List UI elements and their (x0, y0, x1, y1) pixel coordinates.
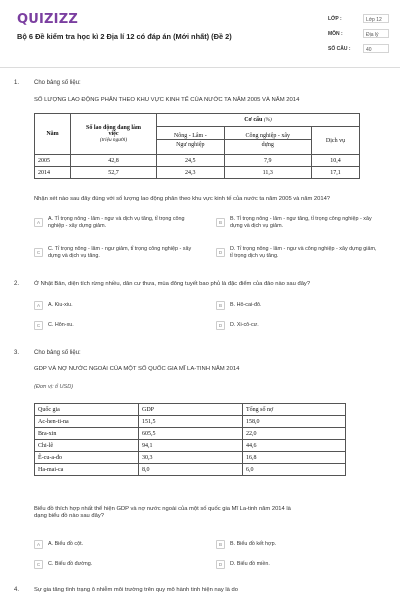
option-letter-badge: C (34, 560, 43, 569)
table-row (35, 155, 360, 167)
gdp-debt-cell-country: Bra-xin (35, 428, 139, 440)
labor-cell-agriculture: 24,3 (157, 167, 225, 179)
meta-count-row (328, 44, 388, 54)
option-text: A. Kiu-xiu. (48, 302, 73, 308)
option-text: D. Biểu đồ miền. (230, 561, 270, 567)
meta-class-label: LỚP : (328, 16, 342, 22)
option-letter-badge: A (34, 218, 43, 227)
labor-cell-total: 52,7 (71, 167, 157, 179)
labor-table-header-industry (224, 127, 311, 155)
question-3-text: Biểu đồ thích hợp nhất thể hiện GDP và nợ nước ngoài của một số quốc gia Mĩ La-tinh năm 2014 là dạng biểu đồ nào sau đây? (34, 506, 291, 520)
gdp-debt-cell-gdp: 605,5 (139, 428, 243, 440)
worksheet-title: Bộ 6 Đề kiểm tra học kì 2 Địa lí 12 có đáp án (Mới nhất) (Đề 2) (17, 32, 232, 41)
question-2-option-c[interactable] (34, 319, 204, 335)
option-text: C. Hôn-xu. (48, 322, 74, 328)
option-letter-badge: D (216, 560, 225, 569)
question-4-text: Sự gia tăng tình trạng ô nhiễm môi trường trên quy mô hành tinh hiện nay là do (34, 587, 238, 593)
gdp-debt-header-country: Quốc gia (35, 404, 139, 416)
labor-cell-total: 42,8 (71, 155, 157, 167)
meta-subject-row (328, 29, 388, 39)
question-1-option-d[interactable] (216, 246, 386, 262)
option-text: C. Tỉ trọng nông - lâm - ngư giảm, tỉ trọng công nghiệp - xây dựng và dịch vụ tăng. (48, 246, 192, 260)
labor-table-header-year: Năm (35, 114, 71, 155)
gdp-debt-cell-country: Ê-cu-a-đo (35, 452, 139, 464)
table-row (35, 464, 346, 476)
option-letter-badge: C (34, 321, 43, 330)
labor-cell-year: 2005 (35, 155, 71, 167)
labor-table-header-structure-label: Cơ cấu (244, 117, 263, 123)
labor-table-header-industry-line1: Công nghiệp - xây (245, 133, 291, 139)
worksheet-header (0, 0, 400, 70)
labor-table-header-agriculture (157, 127, 225, 155)
question-2-option-d[interactable] (216, 319, 386, 335)
option-letter-badge: B (216, 540, 225, 549)
labor-table-header-total-unit: (triệu người) (99, 137, 128, 143)
meta-class-value: Lớp 12 (363, 14, 389, 23)
labor-cell-services: 17,1 (312, 167, 360, 179)
labor-table-header-services: Dịch vụ (312, 127, 360, 155)
labor-table-header-total (71, 114, 157, 155)
option-text: A. Biểu đồ cột. (48, 541, 84, 547)
labor-table (34, 113, 360, 179)
question-3-option-d[interactable] (216, 558, 386, 574)
meta-count-label: SỐ CÂU : (328, 46, 351, 52)
meta-count-value: 40 (363, 44, 389, 53)
gdp-debt-cell-country: Chi-lê (35, 440, 139, 452)
question-3-number: 3. (14, 350, 20, 356)
question-1-option-c[interactable] (34, 246, 204, 262)
gdp-debt-header-gdp: GDP (139, 404, 243, 416)
meta-class-row (328, 14, 388, 24)
gdp-debt-cell-country: Ha-mai-ca (35, 464, 139, 476)
option-text: C. Biểu đồ đường. (48, 561, 93, 567)
question-1-table-title: SỐ LƯỢNG LAO ĐỘNG PHÂN THEO KHU VỰC KINH TẾ CỦA NƯỚC TA NĂM 2005 VÀ NĂM 2014 (34, 97, 300, 103)
option-letter-badge: A (34, 301, 43, 310)
gdp-debt-cell-country: Ac-hen-ti-na (35, 416, 139, 428)
labor-cell-services: 10,4 (312, 155, 360, 167)
question-3-option-c[interactable] (34, 558, 204, 574)
option-letter-badge: D (216, 321, 225, 330)
labor-cell-industry: 11,3 (224, 167, 311, 179)
gdp-debt-cell-debt: 22,0 (243, 428, 346, 440)
option-text: D. Tỉ trọng nông - lâm - ngư và công nghiệp - xây dựng giảm, tỉ trọng dịch vụ tăng. (230, 246, 377, 260)
question-2-option-a[interactable] (34, 299, 204, 315)
labor-table-header-total-line2: việc (108, 131, 119, 137)
option-text: D. Xi-cô-cư. (230, 322, 259, 328)
gdp-debt-table-header (35, 404, 346, 416)
option-letter-badge: B (216, 218, 225, 227)
question-3-table-title: GDP VÀ NỢ NƯỚC NGOÀI CỦA MỘT SỐ QUỐC GIA MĨ LA-TINH NĂM 2014 (34, 366, 240, 372)
gdp-debt-cell-debt: 16,8 (243, 452, 346, 464)
gdp-debt-cell-debt: 6,0 (243, 464, 346, 476)
question-2-text: Ở Nhật Bản, diện tích rừng nhiều, dân cư thưa, mùa đông tuyết bao phủ là đặc điểm của đảo nào sau đây? (34, 281, 311, 287)
labor-table-header-structure-unit: (%) (263, 117, 272, 123)
gdp-debt-cell-gdp: 30,3 (139, 452, 243, 464)
question-3-option-a[interactable] (34, 538, 204, 554)
labor-cell-agriculture: 24,5 (157, 155, 225, 167)
gdp-debt-cell-gdp: 8,0 (139, 464, 243, 476)
question-1-option-b[interactable] (216, 216, 386, 232)
gdp-debt-cell-debt: 158,0 (243, 416, 346, 428)
option-text: B. Biểu đồ kết hợp. (230, 541, 277, 547)
header-divider (0, 67, 400, 68)
option-text: B. Hô-cai-đô. (230, 302, 262, 308)
option-letter-badge: D (216, 248, 225, 257)
question-4-number: 4. (14, 587, 20, 593)
labor-table-header-industry-line2: dựng (225, 139, 311, 148)
table-row (35, 440, 346, 452)
table-row (35, 428, 346, 440)
gdp-debt-cell-debt: 44,6 (243, 440, 346, 452)
labor-cell-year: 2014 (35, 167, 71, 179)
labor-cell-industry: 7,9 (224, 155, 311, 167)
gdp-debt-cell-gdp: 151,5 (139, 416, 243, 428)
question-3-intro: Cho bảng số liệu: (34, 350, 81, 356)
question-1-number: 1. (14, 80, 20, 86)
option-letter-badge: B (216, 301, 225, 310)
question-2-option-b[interactable] (216, 299, 386, 315)
question-3-option-b[interactable] (216, 538, 386, 554)
table-row (35, 416, 346, 428)
meta-subject-value: Địa lý (363, 29, 389, 38)
labor-table-header-structure (157, 114, 360, 127)
option-text: B. Tỉ trọng nông - lâm - ngư tăng, tỉ trọng công nghiệp - xây dựng và dịch vụ giảm. (230, 216, 372, 230)
question-2-number: 2. (14, 281, 20, 287)
labor-table-header-total-line1: Số lao động đang làm (85, 125, 142, 131)
question-1-option-a[interactable] (34, 216, 204, 232)
option-letter-badge: C (34, 248, 43, 257)
quizizz-logo: QUIZIZZ (17, 12, 78, 27)
question-1-intro: Cho bảng số liệu: (34, 80, 81, 86)
option-letter-badge: A (34, 540, 43, 549)
question-1-text: Nhận xét nào sau đây đúng với số lượng lao động phân theo khu vực kinh tế của nước ta năm 2005 và năm 2014? (34, 196, 331, 202)
gdp-debt-header-debt: Tổng số nợ (243, 404, 346, 416)
gdp-debt-cell-gdp: 94,1 (139, 440, 243, 452)
labor-table-header-agriculture-line2: Ngư nghiệp (157, 139, 224, 148)
table-row (35, 452, 346, 464)
table-row (35, 167, 360, 179)
meta-subject-label: MÔN : (328, 31, 343, 37)
labor-table-header-agriculture-line1: Nông - Lâm - (173, 133, 207, 139)
gdp-debt-table (34, 403, 346, 476)
question-3-unit: (Đơn vị: tỉ USD) (34, 384, 74, 390)
option-text: A. Tỉ trọng nông - lâm - ngư và dịch vụ tăng, tỉ trọng công nghiệp - xây dựng giảm. (48, 216, 185, 230)
